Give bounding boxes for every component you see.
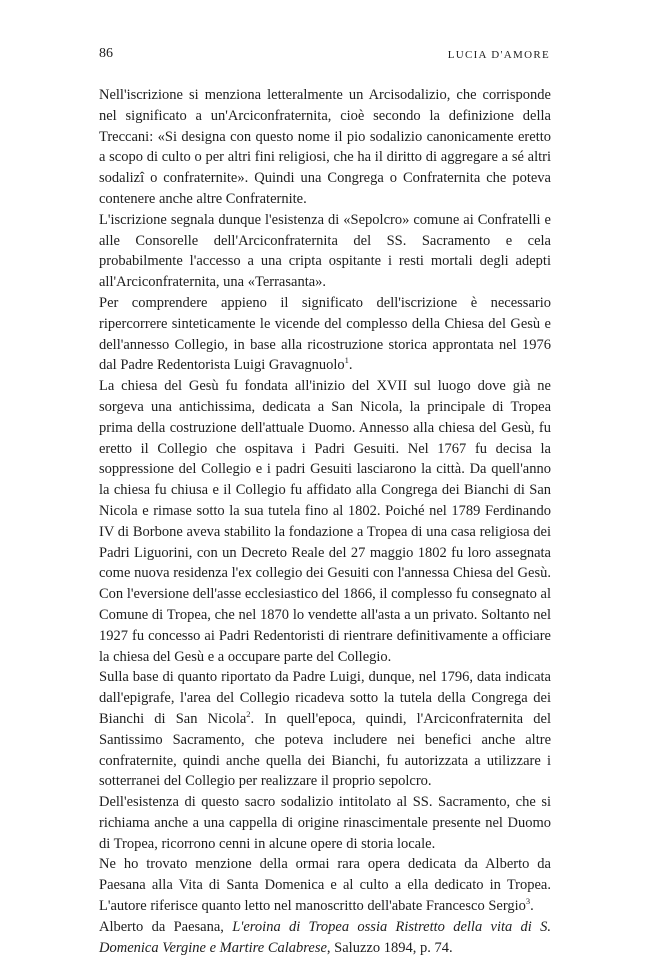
book-title: L'eroina di Tropea ossia Ristretto della vita di S. Domenica Vergine e Martire Calabrese: [99, 918, 551, 956]
paragraph: Sulla base di quanto riportato da Padre Luigi, dunque, nel 1796, data indicata dall'epigrafe, l'area del Collegio ricadeva sotto la tutela della Congrega dei Bianchi di San Nicola$^2$. In quell'epoca, quindi, l'Arciconfraternita del Santissimo Sacramento, che poteva includere nei benefici anche altre confraternite, quindi anche quella dei Bianchi, fu autorizzata a utilizzare i sotterranei del Collegio per realizzare il proprio sepolcro.: [99, 669, 552, 790]
paragraph: Per comprendere appieno il significato dell'iscrizione è necessario ripercorrere sinteticamente le vicende del complesso della Chiesa del Gesù e dell'annesso Collegio, in base alla ricostruzione storica approntata nel 1976 dal Padre Redentorista Luigi Gravagnuolo$^1$.: [99, 294, 551, 374]
paragraph: L'iscrizione segnala dunque l'esistenza di «Sepolcro» comune ai Confratelli e alle Consorelle dell'Arciconfraternita del SS. Sacramento e cela probabilmente l'accesso a una cripta ospitante i resti mortali degli adepti all'Arciconfraternita, una «Terrasanta».: [99, 211, 551, 291]
running-head: LUCIA D'AMORE: [447, 49, 550, 61]
paragraph: Nell'iscrizione si menziona letteralmente un Arcisodalizio, che corrisponde nel significato a un'Arciconfraternita, cioè secondo la definizione della Treccani: «Si designa con questo nome il pio sodalizio canonicamente eretto a scopo di culto o per altri fini religiosi, che ha il diritto di aggregare a sé altri sodalizî o confraternite». Quindi una Congrega o Confraternita che poteva contenere anche altre Confraternite.: [99, 87, 551, 207]
body-text: [99, 85, 551, 958]
footnote-ref: 2: [246, 709, 251, 720]
citation: Alberto da Paesana, L'eroina di Tropea ossia Ristretto della vita di S. Domenica Vergine e Martire Calabrese, Saluzzo 1894, p. 74.: [99, 918, 551, 956]
page-number: 86: [99, 46, 113, 61]
footnote-ref: 3: [525, 896, 531, 907]
paragraph: La chiesa del Gesù fu fondata all'inizio del XVII sul luogo dove già ne sorgeva una antichissima, dedicata a San Nicola, la principale di Tropea prima della costruzione dell'attuale Duomo. Annesso alla chiesa del Gesù, fu eretto il Collegio che ospitava i Padri Gesuiti. Nel 1767 fu decisa la soppressione del Collegio e i padri Gesuiti lasciarono la città. Da quell'anno la chiesa fu chiusa e il Collegio fu affidato alla Congrega dei Bianchi di San Nicola e rimase sotto la sua tutela fino al 1802. Poiché nel 1789 Ferdinando IV di Borbone aveva stabilito la fondazione a Tropea di una casa religiosa dei Padri Liguorini, con un Decreto Reale del 27 maggio 1802 fu loro assegnata come nuova residenza l'ex collegio dei Gesuiti con l'annessa Chiesa del Gesù. Con l'eversione dell'asse ecclesiastico del 1866, il complesso fu consegnato al Comune di Tropea, che nel 1870 lo vendette all'asta a un privato. Soltanto nel 1927 fu concesso ai Padri Redentoristi di rientrare definitivamente a officiare la chiesa del Gesù e a occupare parte del Collegio.: [99, 378, 551, 665]
footnote-ref: 1: [344, 355, 349, 366]
paragraph: Ne ho trovato menzione della ormai rara opera dedicata da Alberto da Paesana alla Vita di Santa Domenica e al culto a ella dedicato in Tropea. L'autore riferisce quanto letto nel manoscritto dell'abate Francesco Sergio$^3$.: [99, 856, 551, 915]
paragraph: Dell'esistenza di questo sacro sodalizio intitolato al SS. Sacramento, che si richiama anche a una cappella di origine rinascimentale presente nel Duomo di Tropea, ricorrono cenni in alcune opere di storia locale.: [99, 794, 551, 852]
